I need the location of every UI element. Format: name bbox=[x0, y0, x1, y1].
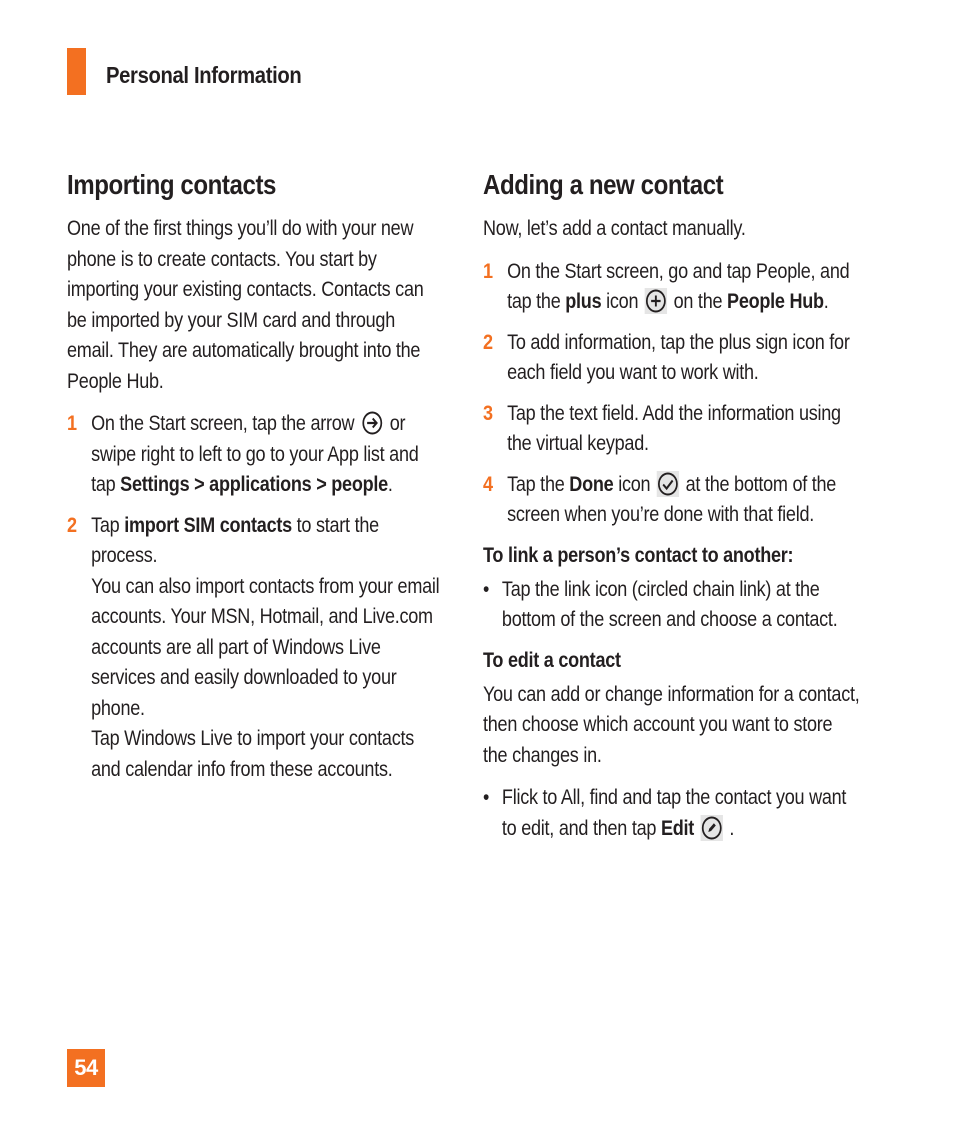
step-number: 4 bbox=[483, 472, 494, 496]
step-text: On the Start screen, tap the arrow bbox=[91, 412, 355, 435]
importing-intro: One of the first things you’ll do with your new phone is to create contacts. You start by importing your existing contacts. Contacts can be imported by your SIM card and through email. They are automatically brought into the People Hub. bbox=[67, 217, 424, 393]
people-hub-label: People Hub bbox=[727, 290, 824, 313]
step-text: Tap the text field. Add the information using the virtual keypad. bbox=[507, 401, 841, 455]
step-number: 3 bbox=[483, 401, 494, 425]
done-label: Done bbox=[569, 472, 614, 496]
plus-circle-icon bbox=[645, 288, 667, 314]
section-title: Personal Information bbox=[106, 62, 302, 88]
step-text: at the bottom of the screen when you’re done with that field. bbox=[507, 472, 837, 526]
left-column bbox=[67, 168, 445, 795]
bullet-dot: • bbox=[483, 577, 490, 601]
bullet-dot: • bbox=[483, 786, 490, 809]
step-text: On the Start screen, go and tap People, and tap the bbox=[507, 259, 850, 313]
import-step-1 bbox=[67, 409, 444, 501]
right-column bbox=[483, 168, 861, 854]
step-text: To add information, tap the plus sign icon for each field you want to work with. bbox=[507, 330, 850, 384]
adding-intro: Now, let’s add a contact manually. bbox=[483, 217, 746, 240]
add-step-1 bbox=[483, 257, 860, 318]
arrow-circle-icon bbox=[361, 410, 383, 436]
step-number: 1 bbox=[67, 412, 78, 435]
step-extra-windows-live: Tap Windows Live to import your contacts and calendar info from these accounts. bbox=[91, 727, 415, 781]
bullet-text: Tap the link icon (circled chain link) at the bottom of the screen and choose a contact. bbox=[501, 577, 838, 631]
step-extra-email: You can also import contacts from your email accounts. Your MSN, Hotmail, and Live.com accounts are all part of Windows Live services and easily downloaded to your phone. bbox=[91, 574, 440, 720]
step-number: 2 bbox=[483, 330, 494, 354]
edit-pencil-icon bbox=[701, 815, 723, 841]
heading-importing-contacts: Importing contacts bbox=[67, 169, 276, 200]
step-number: 1 bbox=[483, 259, 494, 283]
step-text: icon bbox=[618, 472, 651, 496]
edit-label: Edit bbox=[660, 816, 695, 840]
bullet-text: Flick to All, find and tap the contact you want to edit, and then tap bbox=[501, 786, 847, 840]
page-number-badge: 54 bbox=[67, 1049, 105, 1087]
edit-subheading: To edit a contact bbox=[483, 648, 621, 672]
add-step-4 bbox=[483, 470, 860, 531]
edit-bullet bbox=[483, 783, 860, 844]
step-text: Tap the bbox=[507, 472, 565, 496]
heading-adding-contact: Adding a new contact bbox=[483, 169, 724, 200]
step-text: . bbox=[823, 290, 829, 313]
step-text: . bbox=[387, 473, 393, 496]
link-subheading: To link a person’s contact to another: bbox=[483, 543, 794, 567]
add-step-3 bbox=[483, 399, 860, 460]
import-step-2 bbox=[67, 511, 444, 786]
add-step-2 bbox=[483, 328, 860, 389]
edit-intro: You can add or change information for a contact, then choose which account you want to store the changes in. bbox=[483, 682, 860, 767]
plus-label: plus bbox=[565, 290, 602, 313]
check-circle-icon bbox=[657, 471, 679, 497]
bullet-text: . bbox=[729, 816, 735, 840]
step-text: Tap bbox=[91, 513, 120, 537]
step-text: or swipe right to left to go to your App list and tap bbox=[91, 412, 419, 496]
step-text: to start the process. bbox=[91, 513, 379, 567]
link-bullet bbox=[483, 575, 860, 636]
step-number: 2 bbox=[67, 513, 78, 537]
settings-path: Settings > applications > people bbox=[120, 473, 388, 496]
section-accent-bar bbox=[67, 48, 86, 95]
step-text: icon bbox=[606, 290, 639, 313]
step-text: on the bbox=[673, 290, 723, 313]
import-sim-label: import SIM contacts bbox=[124, 513, 292, 537]
